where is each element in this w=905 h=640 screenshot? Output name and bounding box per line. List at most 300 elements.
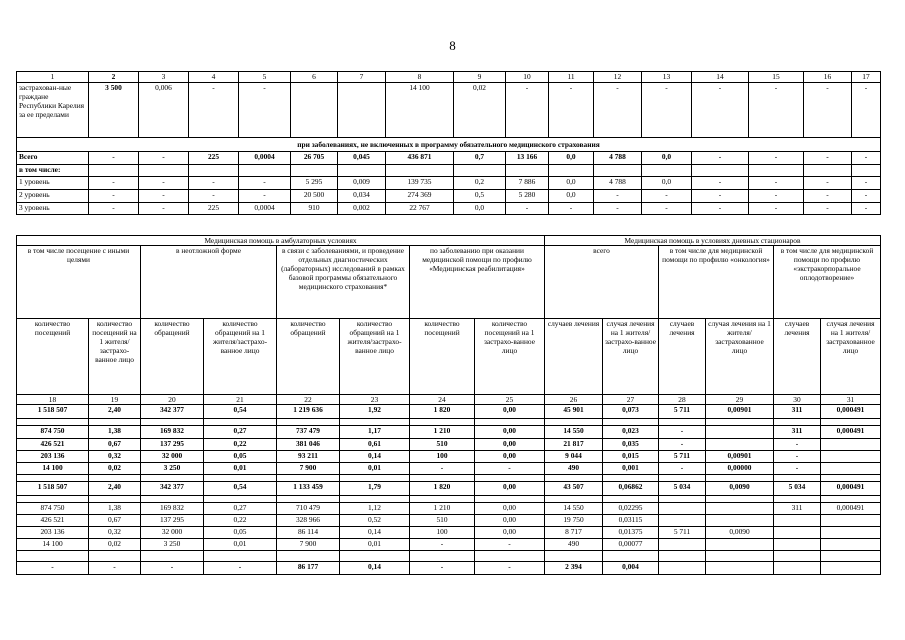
table-cell: 0,54 (204, 405, 277, 419)
table-cell: - (410, 539, 475, 551)
table-cell: 0,0 (454, 203, 506, 215)
group-header-ambulatory: Медицинская помощь в амбулаторных условиях (17, 236, 545, 246)
column-header: количество посещений на 1 жителя/ застрахо-ванное лицо (89, 319, 141, 395)
column-number: 31 (821, 395, 881, 405)
table-cell: - (692, 152, 749, 165)
table-cell: 0,0004 (239, 152, 291, 165)
table-cell: - (852, 83, 881, 138)
column-number: 27 (603, 395, 659, 405)
table-cell: 0,004 (603, 562, 659, 575)
table-cell: - (204, 562, 277, 575)
table-cell (204, 496, 277, 503)
table-cell: 0,27 (204, 426, 277, 439)
table-cell: - (239, 177, 291, 190)
table-cell: 43 507 (545, 482, 603, 496)
table-row (17, 165, 881, 177)
table-cell: 426 521 (17, 439, 89, 451)
table-cell: 0,00901 (706, 405, 774, 419)
table-cell: 0,05 (204, 527, 277, 539)
table-cell: 0,03115 (603, 515, 659, 527)
table-cell (545, 496, 603, 503)
table-cell: 426 521 (17, 515, 89, 527)
table-cell: - (139, 203, 189, 215)
table-cell: 0,14 (340, 451, 410, 463)
table-cell: - (475, 463, 545, 475)
subgroup-header: всего (545, 246, 659, 319)
table-cell: 5 295 (291, 177, 338, 190)
column-header-row (17, 319, 881, 395)
table-cell: 0,00901 (706, 451, 774, 463)
table-row (17, 203, 881, 215)
table-cell (594, 165, 642, 177)
table-cell: 0,002 (338, 203, 386, 215)
table-cell (549, 165, 594, 177)
table-cell: 5 711 (659, 451, 706, 463)
table-cell: 1 210 (410, 426, 475, 439)
table-cell (706, 503, 774, 515)
column-number: 30 (774, 395, 821, 405)
column-number: 3 (139, 72, 189, 83)
table-cell: - (692, 203, 749, 215)
table-cell: - (692, 177, 749, 190)
table-cell: 0,009 (338, 177, 386, 190)
table-cell: 0,22 (204, 439, 277, 451)
table-cell: - (89, 203, 139, 215)
table-cell: 1 210 (410, 503, 475, 515)
table-cell (821, 451, 881, 463)
table-cell: 5 034 (659, 482, 706, 496)
group-header-row (17, 236, 881, 246)
column-header: количество посещений на 1 застрахо-ванное лицо (475, 319, 545, 395)
table-cell (277, 496, 340, 503)
table-cell: 2,40 (89, 482, 141, 496)
table-cell: 7 900 (277, 539, 340, 551)
table-cell (545, 551, 603, 562)
column-number-row (17, 72, 881, 83)
table-cell: 328 966 (277, 515, 340, 527)
table-cell (545, 419, 603, 426)
table-cell: - (549, 83, 594, 138)
table-cell: 0,00 (475, 426, 545, 439)
table-cell: 1 820 (410, 482, 475, 496)
table-cell: 0,7 (454, 152, 506, 165)
table-cell: 93 211 (277, 451, 340, 463)
table-cell: 4 788 (594, 152, 642, 165)
table-top (16, 71, 881, 215)
table-cell: - (189, 83, 239, 138)
table-cell: 5 711 (659, 527, 706, 539)
table-cell: - (239, 190, 291, 203)
table-cell (17, 496, 89, 503)
table-cell (89, 496, 141, 503)
table-cell: - (749, 177, 804, 190)
table-cell: 0,02 (89, 539, 141, 551)
table-cell: - (410, 562, 475, 575)
table-cell: 14 550 (545, 503, 603, 515)
column-number: 17 (852, 72, 881, 83)
table-cell: 137 295 (141, 515, 204, 527)
table-cell: 510 (410, 439, 475, 451)
table-cell: 342 377 (141, 482, 204, 496)
table-cell: - (804, 83, 852, 138)
table-cell (141, 551, 204, 562)
table-cell: 0,61 (340, 439, 410, 451)
table-cell (386, 165, 454, 177)
table-cell: 14 100 (386, 83, 454, 138)
table-cell: - (804, 190, 852, 203)
table-row (17, 426, 881, 439)
table-cell: 0,0090 (706, 482, 774, 496)
column-number: 23 (340, 395, 410, 405)
table-cell (774, 475, 821, 482)
table-row (17, 451, 881, 463)
table-cell (291, 165, 338, 177)
column-header: случаев лечения (774, 319, 821, 395)
table-cell (804, 165, 852, 177)
table-cell: - (804, 203, 852, 215)
table-cell: 13 166 (506, 152, 549, 165)
table-cell (659, 515, 706, 527)
table-cell (204, 551, 277, 562)
table-cell: 0,22 (204, 515, 277, 527)
table-cell (291, 83, 338, 138)
table-cell: - (141, 562, 204, 575)
table-cell: - (852, 190, 881, 203)
table-cell (659, 551, 706, 562)
table-bottom (16, 235, 881, 575)
table-cell: 0,001 (603, 463, 659, 475)
table-cell: 1 518 507 (17, 482, 89, 496)
table-cell: 19 750 (545, 515, 603, 527)
table-cell: 910 (291, 203, 338, 215)
subgroup-header: по заболеванию при оказании медицинской помощи по профилю «Медицинская реабилитация» (410, 246, 545, 319)
table-cell: 86 114 (277, 527, 340, 539)
table-cell (277, 419, 340, 426)
table-cell (774, 527, 821, 539)
table-cell (340, 551, 410, 562)
column-number: 4 (189, 72, 239, 83)
column-number: 7 (338, 72, 386, 83)
table-cell: 0,54 (204, 482, 277, 496)
table-cell (821, 463, 881, 475)
table-cell (706, 475, 774, 482)
table-cell (17, 419, 89, 426)
table-cell: 14 100 (17, 463, 89, 475)
table-cell: - (139, 152, 189, 165)
table-cell (338, 165, 386, 177)
column-header: случая лечения на 1 жителя/ застрахованное лицо (821, 319, 881, 395)
subgroup-header: в том числе для медицинской помощи по профилю «экстракорпоральное оплодотворение» (774, 246, 881, 319)
table-cell: 86 177 (277, 562, 340, 575)
table-cell (659, 562, 706, 575)
row-label: в том числе: (17, 165, 89, 177)
table-cell (821, 419, 881, 426)
table-cell (749, 165, 804, 177)
table-cell: 8 717 (545, 527, 603, 539)
column-number: 14 (692, 72, 749, 83)
table-cell: 0,0 (642, 177, 692, 190)
table-cell: 274 369 (386, 190, 454, 203)
table-cell: 3 250 (141, 463, 204, 475)
table-cell: 0,0 (642, 152, 692, 165)
table-cell (410, 496, 475, 503)
subgroup-header-row (17, 246, 881, 319)
table-cell (89, 165, 139, 177)
table-row (17, 152, 881, 165)
table-cell: - (852, 203, 881, 215)
table-cell: 0,035 (603, 439, 659, 451)
column-number: 9 (454, 72, 506, 83)
table-cell: 311 (774, 405, 821, 419)
table-cell: 0,01 (340, 539, 410, 551)
table-cell (17, 551, 89, 562)
table-cell (774, 419, 821, 426)
table-cell: - (804, 152, 852, 165)
table-cell: 1 820 (410, 405, 475, 419)
table-cell (659, 419, 706, 426)
table-cell (410, 475, 475, 482)
table-cell: - (749, 203, 804, 215)
table-cell: - (749, 190, 804, 203)
column-header: количество посещений (410, 319, 475, 395)
table-cell: 1 219 636 (277, 405, 340, 419)
table-cell: 2 394 (545, 562, 603, 575)
table-cell: - (189, 177, 239, 190)
table-cell: - (139, 190, 189, 203)
column-number: 6 (291, 72, 338, 83)
table-cell: 0,02 (89, 463, 141, 475)
table-cell: 0,015 (603, 451, 659, 463)
table-cell (141, 475, 204, 482)
row-label: 1 уровень (17, 177, 89, 190)
section-row (17, 138, 881, 152)
table-cell: 311 (774, 503, 821, 515)
table-cell (603, 551, 659, 562)
table-cell (659, 539, 706, 551)
table-cell (410, 551, 475, 562)
table-cell: 1,38 (89, 426, 141, 439)
table-cell: - (852, 152, 881, 165)
table-cell: - (189, 190, 239, 203)
table-cell: - (659, 439, 706, 451)
table-cell: 100 (410, 451, 475, 463)
table-cell (89, 419, 141, 426)
table-cell (204, 475, 277, 482)
table-cell: - (89, 190, 139, 203)
table-cell: 139 735 (386, 177, 454, 190)
table-cell (17, 475, 89, 482)
table-cell: - (239, 83, 291, 138)
table-cell (821, 551, 881, 562)
table-cell: - (594, 203, 642, 215)
table-cell: 0,00 (475, 482, 545, 496)
table-cell (706, 539, 774, 551)
column-number: 24 (410, 395, 475, 405)
table-cell: 0,0090 (706, 527, 774, 539)
table-cell (706, 496, 774, 503)
table-cell: - (692, 190, 749, 203)
table-cell: 0,5 (454, 190, 506, 203)
subgroup-header: в том числе посещение с иными целями (17, 246, 141, 319)
table-cell: 21 817 (545, 439, 603, 451)
table-cell (852, 165, 881, 177)
column-header: количество обращений на 1 жителя/застрахо-ванное лицо (204, 319, 277, 395)
table-cell: 0,01 (204, 463, 277, 475)
table-cell: 1 133 459 (277, 482, 340, 496)
table-cell: - (804, 177, 852, 190)
subgroup-header: в связи с заболеваниями, и проведение отдельных диагностических (лабораторных) исследований в рамках базовой программы обязательного медицинского страхования* (277, 246, 410, 319)
table-cell: 0,000491 (821, 503, 881, 515)
column-number: 20 (141, 395, 204, 405)
column-number: 18 (17, 395, 89, 405)
table-cell: 26 705 (291, 152, 338, 165)
row-label: 2 уровень (17, 190, 89, 203)
table-cell: 100 (410, 527, 475, 539)
table-row (17, 439, 881, 451)
table-cell: 9 044 (545, 451, 603, 463)
table-cell (475, 419, 545, 426)
table-cell: 0,27 (204, 503, 277, 515)
table-cell: - (506, 203, 549, 215)
table-row (17, 405, 881, 419)
column-number: 12 (594, 72, 642, 83)
table-cell (338, 83, 386, 138)
table-cell: 4 788 (594, 177, 642, 190)
table-cell: 7 900 (277, 463, 340, 475)
table-cell: - (475, 539, 545, 551)
table-cell: 1,12 (340, 503, 410, 515)
table-cell (774, 551, 821, 562)
table-cell (603, 419, 659, 426)
table-cell: 32 000 (141, 451, 204, 463)
column-number: 13 (642, 72, 692, 83)
table-cell: 1,79 (340, 482, 410, 496)
table-cell: 137 295 (141, 439, 204, 451)
table-cell: 203 136 (17, 527, 89, 539)
table-row (17, 551, 881, 562)
column-number: 21 (204, 395, 277, 405)
column-number: 16 (804, 72, 852, 83)
table-cell: 436 871 (386, 152, 454, 165)
table-cell: - (475, 562, 545, 575)
table-cell: 2,40 (89, 405, 141, 419)
table-cell (706, 515, 774, 527)
table-cell: 0,14 (340, 527, 410, 539)
table-cell: 0,00 (475, 527, 545, 539)
table-cell (821, 475, 881, 482)
table-cell: 0,2 (454, 177, 506, 190)
column-header: случая лечения на 1 жителя/ застрахо-ванное лицо (603, 319, 659, 395)
table-cell: - (594, 190, 642, 203)
table-cell: 225 (189, 152, 239, 165)
table-cell: 169 832 (141, 503, 204, 515)
table-cell (475, 496, 545, 503)
page-number: 8 (449, 38, 456, 53)
table-cell (659, 503, 706, 515)
column-header: количество посещений (17, 319, 89, 395)
table-cell: 0,14 (340, 562, 410, 575)
table-cell (706, 551, 774, 562)
table-cell (706, 419, 774, 426)
table-cell (340, 419, 410, 426)
table-cell: 0,00 (475, 439, 545, 451)
table-cell: - (774, 463, 821, 475)
table-cell: - (659, 426, 706, 439)
table-cell (706, 562, 774, 575)
table-cell: 20 500 (291, 190, 338, 203)
table-cell: 0,06862 (603, 482, 659, 496)
table-cell (475, 475, 545, 482)
table-cell: 1 518 507 (17, 405, 89, 419)
table-cell: 5 711 (659, 405, 706, 419)
table-cell: 5 034 (774, 482, 821, 496)
column-number: 15 (749, 72, 804, 83)
table-cell (189, 165, 239, 177)
table-cell (506, 165, 549, 177)
table-cell: 510 (410, 515, 475, 527)
table-cell (204, 419, 277, 426)
table-cell: 0,01375 (603, 527, 659, 539)
table-cell: 0,01 (340, 463, 410, 475)
table-cell: 710 479 (277, 503, 340, 515)
table-row (17, 475, 881, 482)
table-cell: - (659, 463, 706, 475)
table-cell: - (89, 562, 141, 575)
table-row (17, 562, 881, 575)
table-cell: - (642, 203, 692, 215)
table-row (17, 527, 881, 539)
table-cell (545, 475, 603, 482)
table-cell (821, 439, 881, 451)
table-cell: 169 832 (141, 426, 204, 439)
table-row (17, 515, 881, 527)
row-label: застрахован-ные гражданe Республики Карелия за ее пределами (17, 83, 89, 138)
column-number: 5 (239, 72, 291, 83)
table-cell: - (774, 451, 821, 463)
table-row (17, 482, 881, 496)
column-number: 25 (475, 395, 545, 405)
column-number: 11 (549, 72, 594, 83)
column-header: количество обращений (141, 319, 204, 395)
table-cell (642, 165, 692, 177)
table-cell: 14 100 (17, 539, 89, 551)
table-cell: 311 (774, 426, 821, 439)
table-cell (774, 515, 821, 527)
table-cell: - (89, 177, 139, 190)
table-cell (706, 439, 774, 451)
column-header: случаев лечения (545, 319, 603, 395)
subgroup-header: в неотложной форме (141, 246, 277, 319)
column-number-row (17, 395, 881, 405)
column-number: 22 (277, 395, 340, 405)
table-cell: 0,02 (454, 83, 506, 138)
table-cell: - (139, 177, 189, 190)
table-cell: 0,32 (89, 451, 141, 463)
table-cell: 0,01 (204, 539, 277, 551)
table-cell (454, 165, 506, 177)
table-cell: - (852, 177, 881, 190)
table-cell (659, 496, 706, 503)
table-cell: 0,000491 (821, 405, 881, 419)
table-cell: 0,67 (89, 439, 141, 451)
row-label: 3 уровень (17, 203, 89, 215)
table-cell: 381 046 (277, 439, 340, 451)
group-header-day-hospital: Медицинская помощь в условиях дневных стационаров (545, 236, 881, 246)
table-row (17, 177, 881, 190)
table-cell: 490 (545, 463, 603, 475)
table-cell (774, 496, 821, 503)
table-cell (706, 426, 774, 439)
